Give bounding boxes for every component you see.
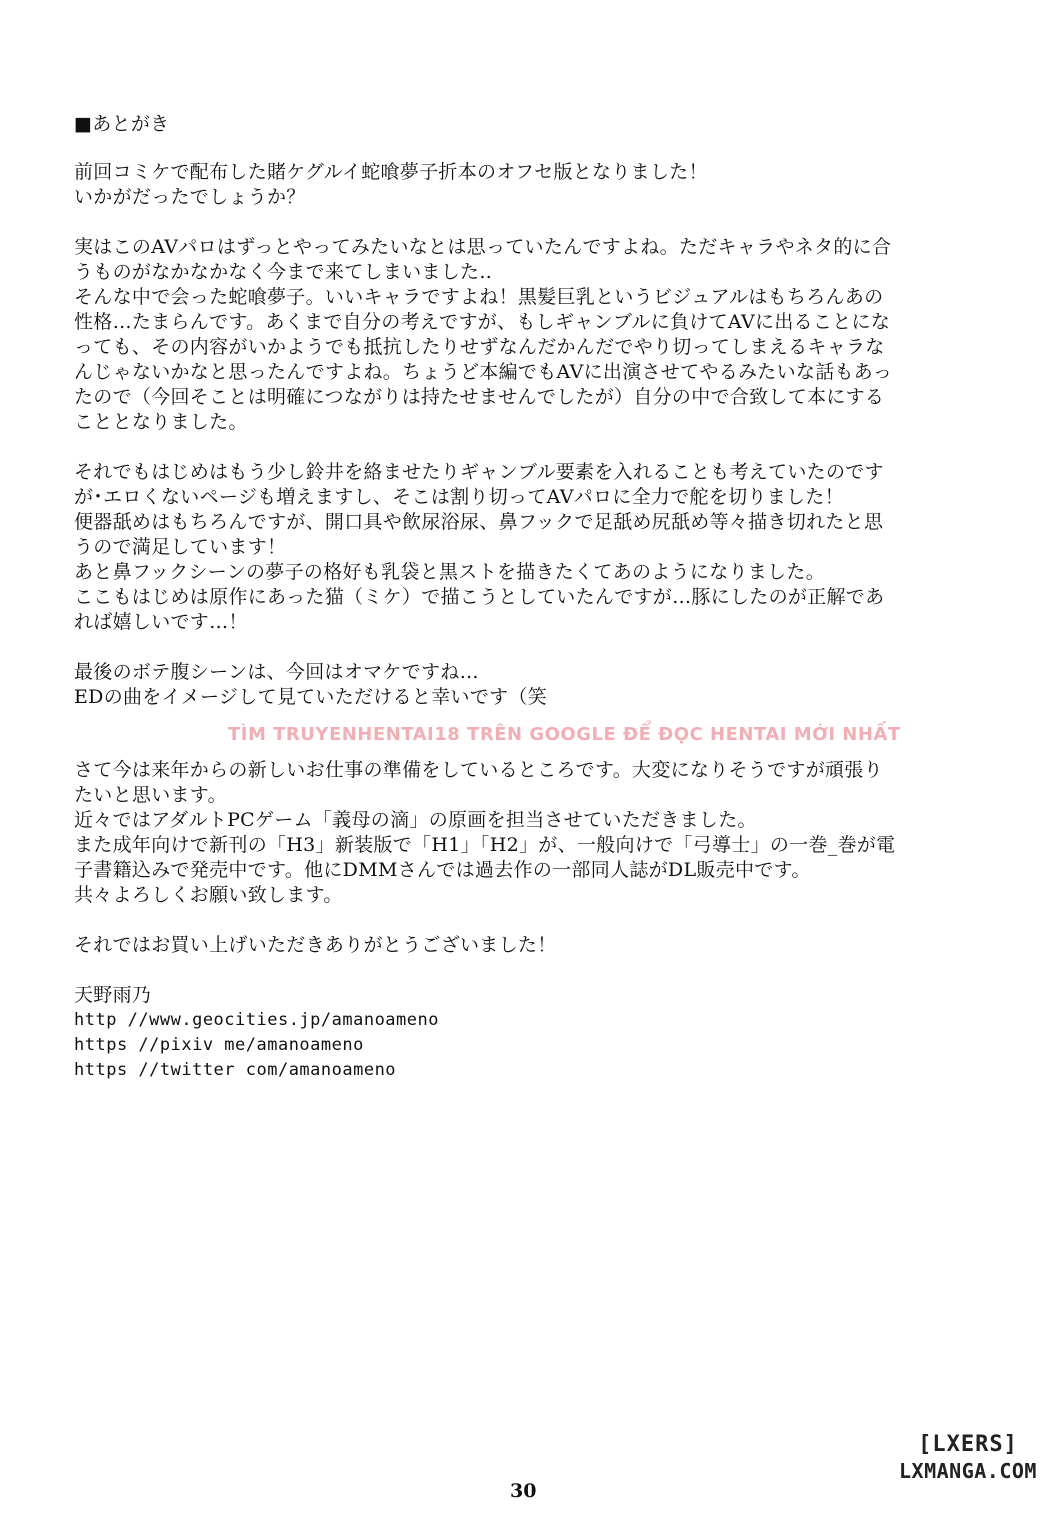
paragraph-intro	[74, 160, 974, 210]
signature-block	[74, 983, 974, 1083]
text-line: れば嬉しいです…！	[74, 611, 248, 633]
author-name: 天野雨乃	[74, 984, 152, 1006]
text-line: 前回コミケで配布した賭ケグルイ蛇喰夢子折本のオフセ版となりました！	[74, 161, 708, 183]
text-line: 実はこのAVパロはずっとやってみたいなとは思っていたんですよね。ただキャラやネタ的に合	[74, 236, 892, 258]
paragraph-thanks	[74, 933, 974, 958]
paragraph-ending	[74, 660, 974, 710]
text-line: っても、その内容がいかようでも抵抗したりせずなんだかんだでやり切ってしまえるキャラな	[74, 336, 885, 358]
text-line: たいと思います。	[74, 784, 227, 806]
text-line: それでもはじめはもう少し鈴井を絡ませたりギャンブル要素を入れることも考えていたのです	[74, 461, 884, 483]
text-line: EDの曲をイメージして見ていただけると幸いです（笑	[74, 686, 548, 708]
text-line: んじゃないかなと思ったんですよね。ちょうど本編でもAVに出演させてやるみたいな話もあっ	[74, 361, 893, 383]
text-line: 便器舐めはもちろんですが、開口具や飲尿浴尿、鼻フックで足舐め尻舐め等々描き切れたと思	[74, 511, 884, 533]
text-line: いかがだったでしょうか？	[74, 186, 306, 208]
text-line: 子書籍込みで発売中です。他にDMMさんでは過去作の一部同人誌がDL販売中です。	[74, 859, 811, 881]
text-line: 近々ではアダルトPCゲーム「義母の滴」の原画を担当させていただきました。	[74, 809, 757, 831]
text-line: 性格…たまらんです。あくまで自分の考えですが、もしギャンブルに負けてAVに出ることにな	[74, 311, 891, 333]
afterword-heading: ■あとがき	[74, 113, 170, 135]
text-line: そんな中で会った蛇喰夢子。いいキャラですよね！黒髪巨乳というビジュアルはもちろんあの	[74, 286, 884, 308]
text-line: うので満足しています！	[74, 536, 287, 558]
url-pixiv: https //pixiv me/amanoameno	[74, 1035, 364, 1055]
text-line: ここもはじめは原作にあった猫（ミケ）で描こうとしていたんですが…豚にしたのが正解であ	[74, 586, 885, 608]
logo-bottom-text: LXMANGA.COM	[899, 1459, 1037, 1483]
paragraph-motivation	[74, 235, 974, 435]
paragraph-news	[74, 758, 974, 908]
text-line: 最後のボテ腹シーンは、今回はオマケですね…	[74, 661, 479, 683]
watermark-text: TÌM TRUYENHENTAI18 TRÊN GOOGLE ĐỂ ĐỌC HENTAI MỚI NHẤT	[228, 724, 901, 745]
text-line: たので（今回そことは明確につながりは持たせませんでしたが）自分の中で合致して本にする	[74, 386, 885, 408]
text-line: あと鼻フックシーンの夢子の格好も乳袋と黒ストを描きたくてあのようになりました。	[74, 561, 825, 583]
afterword-text	[74, 112, 974, 1083]
text-line: うものがなかなかなく今まで来てしまいました‥	[74, 261, 493, 283]
url-geocities: http //www.geocities.jp/amanoameno	[74, 1010, 439, 1030]
text-line: こととなりました。	[74, 411, 248, 433]
text-line: さて今は来年からの新しいお仕事の準備をしているところです。大変になりそうですが頑張り	[74, 759, 883, 781]
logo-top-text: [LXERS]	[918, 1432, 1018, 1457]
text-line: が･エロくないページも増えますし、そこは割り切ってAVパロに全力で舵を切りました！	[74, 486, 844, 508]
url-twitter: https //twitter com/amanoameno	[74, 1060, 397, 1080]
page-number: 30	[510, 1480, 537, 1502]
text-line: また成年向けで新刊の「H3」新装版で「H1」「H2」が、一般向けで「弓導士」の一巻_巻が電	[74, 834, 896, 856]
paragraph-content	[74, 460, 974, 635]
text-line: 共々よろしくお願い致します。	[74, 884, 343, 906]
site-logo	[888, 1432, 1048, 1483]
text-line: それではお買い上げいただきありがとうございました！	[74, 934, 557, 956]
